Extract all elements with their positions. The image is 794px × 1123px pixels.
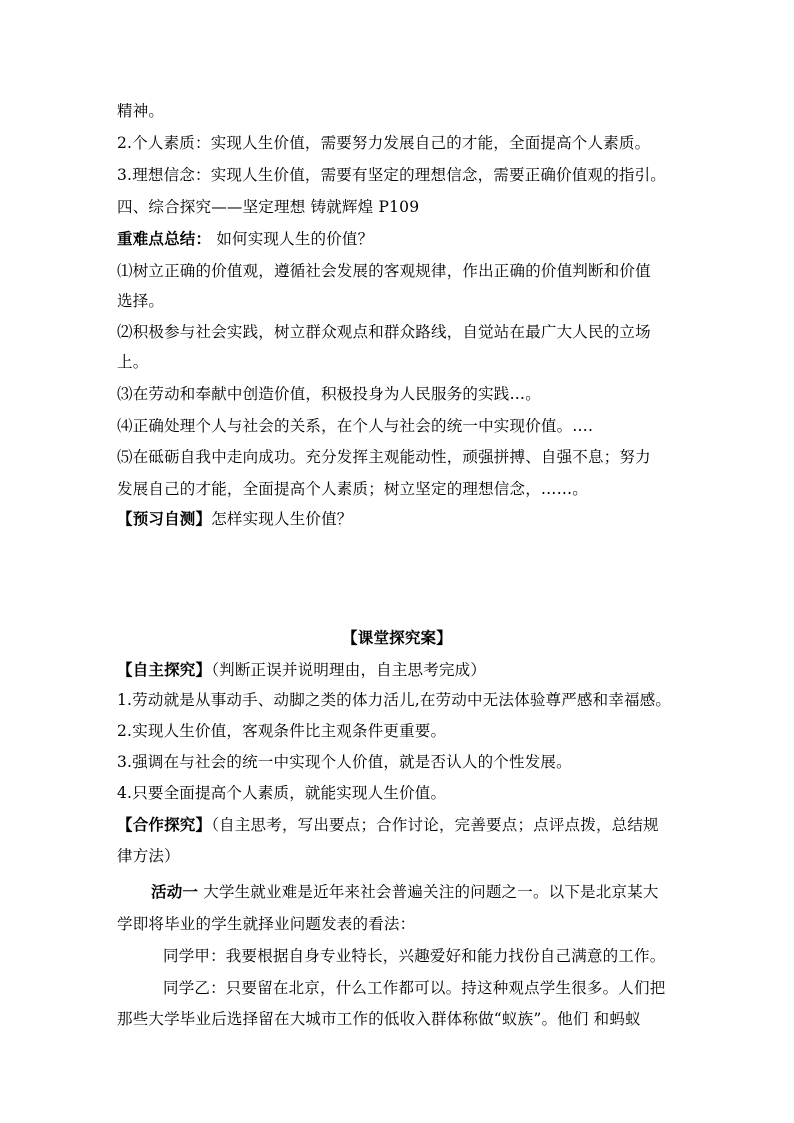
- text-line: 律方法）: [117, 847, 180, 865]
- student-a-statement: 同学甲：我要根据自身专业特长，兴趣爱好和能力找份自己满意的工作。: [163, 947, 666, 965]
- activity-text: 大学生就业难是近年来社会普遍关注的问题之一。以下是北京某大: [198, 883, 659, 901]
- text-line: 选择。: [117, 292, 165, 310]
- coop-text: （自主思考，写出要点；合作讨论，完善要点；点评点拨，总结规: [211, 816, 659, 834]
- question-item: 3.强调在与社会的统一中实现个人价值，就是否认人的个性发展。: [117, 753, 572, 771]
- text-line: ⑸在砥砺自我中走向成功。充分发挥主观能动性，顽强拼搏、自强不息；努力: [117, 448, 651, 466]
- text-line: 那些大学毕业后选择留在大城市工作的低收入群体称做“蚁族”。他们 和蚂蚁: [117, 1010, 641, 1028]
- text-line: 3.理想信念：实现人生价值，需要有坚定的理想信念，需要正确价值观的指引。: [117, 166, 666, 184]
- text-line: ⑶在劳动和奉献中创造价值，积极投身为人民服务的实践…。: [117, 385, 541, 403]
- question-item: 2.实现人生价值，客观条件比主观条件更重要。: [117, 722, 447, 740]
- self-study-label: 【自主探究】: [117, 660, 212, 679]
- question-item: 4.只要全面提高个人素质，就能实现人生价值。: [117, 784, 447, 802]
- text-line: 上。: [117, 353, 149, 371]
- coop-label: 【合作探究】: [117, 815, 212, 834]
- text-line: 2.个人素质：实现人生价值，需要努力发展自己的才能，全面提高个人素质。: [117, 134, 651, 152]
- self-study-heading: [117, 660, 677, 680]
- activity-label: 活动一: [151, 882, 199, 901]
- text-line: 发展自己的才能，全面提高个人素质；树立坚定的理想信念，……。: [117, 480, 589, 498]
- question-item: 1.劳动就是从事动手、动脚之类的体力活儿,在劳动中无法体验尊严感和幸福感。: [117, 691, 672, 709]
- classroom-heading: 【课堂探究案】: [342, 628, 452, 647]
- text-line: 精神。: [117, 102, 165, 120]
- preview-label: 【预习自测】: [117, 509, 212, 528]
- student-b-statement: 同学乙：只要留在北京，什么工作都可以。持这种观点学生很多。人们把: [163, 979, 666, 997]
- summary-heading: [117, 229, 677, 249]
- text-line: ⑷正确处理个人与社会的关系，在个人与社会的统一中实现价值。….: [117, 417, 594, 435]
- coop-heading: [117, 815, 677, 835]
- summary-label: 重难点总结：: [117, 229, 212, 248]
- summary-question: 如何实现人生的价值？: [211, 230, 374, 248]
- activity-intro: [151, 882, 677, 902]
- self-study-text: （判断正误并说明理由，自主思考完成）: [211, 661, 487, 679]
- text-line: ⑴树立正确的价值观，遵循社会发展的客观规律，作出正确的价值判断和价值: [117, 262, 651, 280]
- preview-text: 怎样实现人生价值？: [211, 510, 353, 528]
- text-line: ⑵积极参与社会实践，树立群众观点和群众路线，自觉站在最广大人民的立场: [117, 323, 651, 341]
- text-line: 学即将毕业的学生就择业问题发表的看法：: [117, 915, 416, 933]
- section-heading: 四、综合探究——坚定理想 铸就辉煌 P109: [117, 198, 420, 216]
- preview-question: [117, 509, 677, 529]
